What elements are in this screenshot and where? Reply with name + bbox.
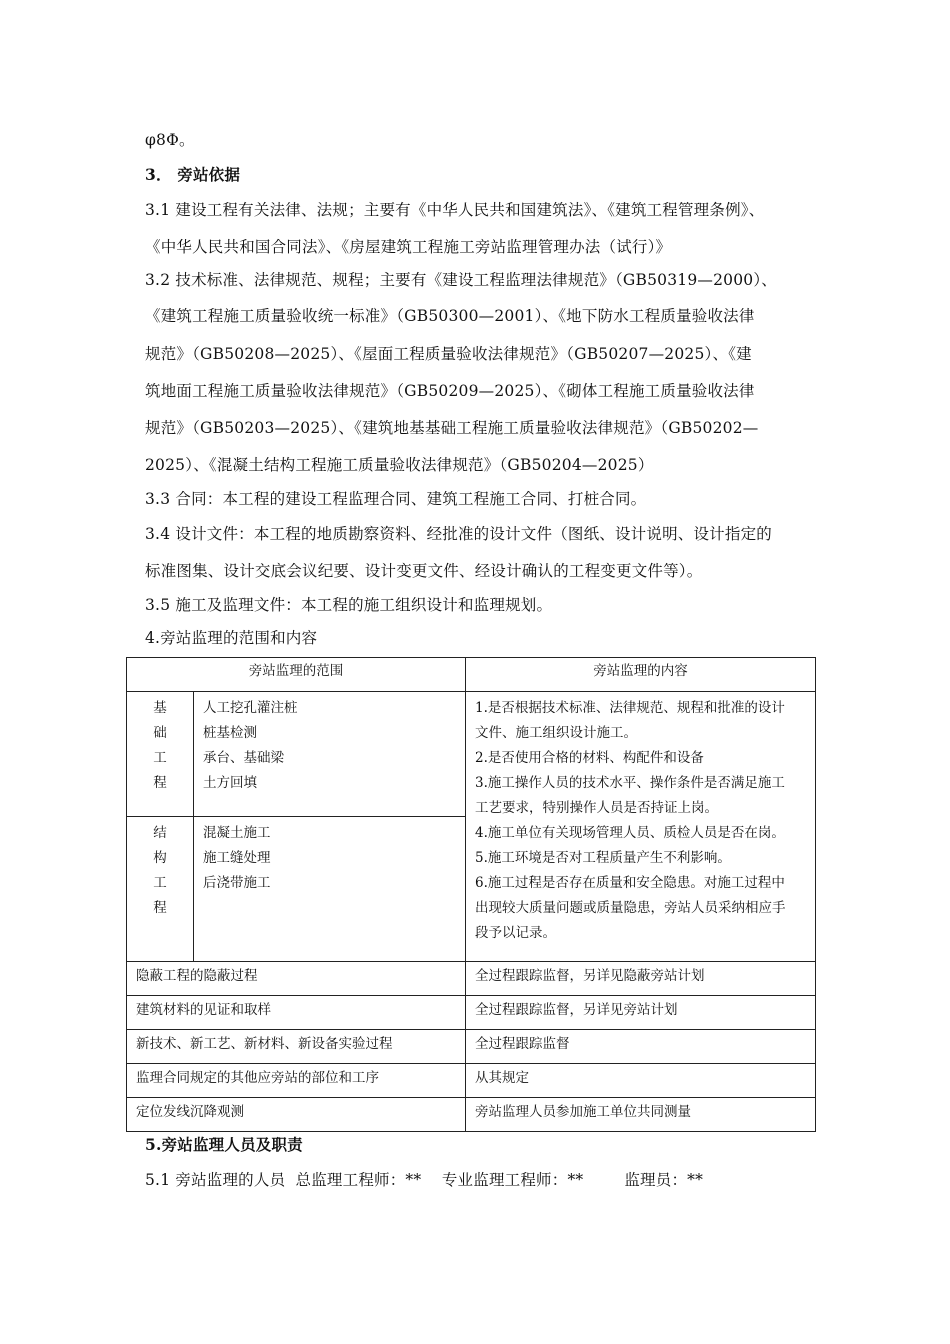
paragraph-line: 3.4 设计文件：本工程的地质勘察资料、经批准的设计文件（图纸、设计说明、设计指定的: [145, 525, 772, 543]
supervision-content: [466, 692, 816, 962]
section-heading-basis: 3． 旁站依据: [145, 165, 241, 184]
row-content: 全过程跟踪监督，另详见隐蔽旁站计划: [466, 962, 816, 996]
category-structure: 结 构 工 程: [127, 817, 194, 962]
table-row: [127, 962, 816, 996]
supervision-scope-table: [126, 657, 816, 1132]
table-row: [127, 1098, 816, 1132]
list-item: 承台、基础梁: [203, 750, 284, 766]
paragraph-line: 规范》（GB50203—2025）、《建筑地基基础工程施工质量验收法律规范》（GB50202—: [145, 419, 759, 437]
content-line: 5.施工环境是否对工程质量产生不利影响。: [475, 850, 731, 866]
paragraph-line: 3.3 合同：本工程的建设工程监理合同、建筑工程施工合同、打桩合同。: [145, 490, 647, 508]
paragraph-line: 5.1 旁站监理的人员 总监理工程师：** 专业监理工程师：** 监理员：**: [145, 1171, 704, 1189]
section-heading-scope: 4.旁站监理的范围和内容: [145, 629, 318, 647]
row-content: 全过程跟踪监督: [466, 1030, 816, 1064]
header-scope: 旁站监理的范围: [127, 658, 466, 692]
row-content: 从其规定: [466, 1064, 816, 1098]
row-scope: 新技术、新工艺、新材料、新设备实验过程: [127, 1030, 466, 1064]
row-scope: 隐蔽工程的隐蔽过程: [127, 962, 466, 996]
paragraph-line: 《中华人民共和国合同法》、《房屋建筑工程施工旁站监理管理办法（试行）》: [145, 238, 672, 256]
content-line: 工艺要求，特别操作人员是否持证上岗。: [475, 800, 718, 816]
row-scope: 建筑材料的见证和取样: [127, 996, 466, 1030]
list-item: 桩基检测: [203, 725, 257, 741]
content-line: 段予以记录。: [475, 925, 556, 941]
paragraph-line: 3.5 施工及监理文件：本工程的施工组织设计和监理规划。: [145, 596, 553, 614]
content-line: 出现较大质量问题或质量隐患，旁站人员采纳相应手: [475, 900, 786, 916]
section-heading-personnel: 5.旁站监理人员及职责: [145, 1135, 303, 1154]
paragraph-line: 3.2 技术标准、法律规范、规程；主要有《建设工程监理法律规范》（GB50319—2000）、: [145, 271, 778, 289]
row-content: 旁站监理人员参加施工单位共同测量: [466, 1098, 816, 1132]
content-line: 6.施工过程是否存在质量和安全隐患。对施工过程中: [475, 875, 785, 891]
list-item: 混凝土施工: [203, 825, 271, 841]
paragraph-line: 筑地面工程施工质量验收法律规范》（GB50209—2025）、《砌体工程施工质量验收法律: [145, 382, 755, 400]
paragraph-line: 3.1 建设工程有关法律、法规；主要有《中华人民共和国建筑法》、《建筑工程管理条例》、: [145, 201, 765, 219]
foundation-items: [194, 692, 466, 817]
paragraph-line: φ8Φ。: [145, 131, 195, 149]
row-content: 全过程跟踪监督，另详见旁站计划: [466, 996, 816, 1030]
row-scope: 定位发线沉降观测: [127, 1098, 466, 1132]
paragraph-line: 规范》（GB50208—2025）、《屋面工程质量验收法律规范》（GB50207—2025）、《建: [145, 345, 752, 363]
paragraph-line: 《建筑工程施工质量验收统一标准》（GB50300—2001）、《地下防水工程质量验收法律: [145, 307, 755, 325]
paragraph-line: 2025）、《混凝土结构工程施工质量验收法律规范》（GB50204—2025）: [145, 456, 654, 474]
table-row: [127, 996, 816, 1030]
content-line: 4.施工单位有关现场管理人员、质检人员是否在岗。: [475, 825, 785, 841]
list-item: 施工缝处理: [203, 850, 271, 866]
list-item: 土方回填: [203, 775, 257, 791]
content-line: 2.是否使用合格的材料、构配件和设备: [475, 750, 704, 766]
structure-items: [194, 817, 466, 962]
category-foundation: 基 础 工 程: [127, 692, 194, 817]
table-row: [127, 1030, 816, 1064]
list-item: 后浇带施工: [203, 875, 271, 891]
table-row: [127, 1064, 816, 1098]
content-line: 1.是否根据技术标准、法律规范、规程和批准的设计: [475, 700, 785, 716]
list-item: 人工挖孔灌注桩: [203, 700, 298, 716]
content-line: 文件、施工组织设计施工。: [475, 725, 637, 741]
header-content: 旁站监理的内容: [466, 658, 816, 692]
row-scope: 监理合同规定的其他应旁站的部位和工序: [127, 1064, 466, 1098]
paragraph-line: 标准图集、设计交底会议纪要、设计变更文件、经设计确认的工程变更文件等）。: [145, 562, 703, 580]
content-line: 3.施工操作人员的技术水平、操作条件是否满足施工: [475, 775, 785, 791]
